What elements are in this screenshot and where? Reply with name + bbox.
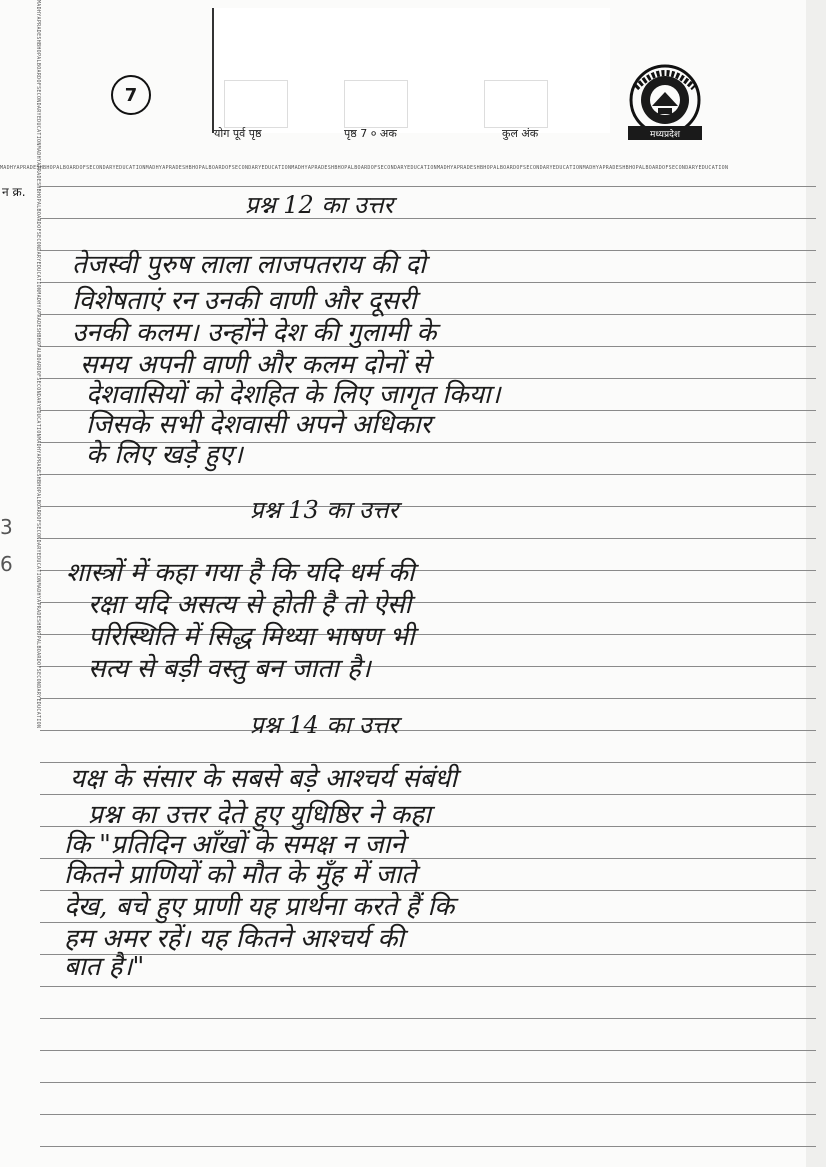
previous-total-label: योग पूर्व पृष्ठ (214, 127, 262, 140)
answer-line: समय अपनी वाणी और कलम दोनों से (80, 350, 430, 380)
page-marks-label: पृष्ठ 7 ० अक (344, 127, 397, 140)
answer-14-heading: प्रश्न 14 का उत्तर (250, 711, 399, 739)
edge-mark: 3 (0, 515, 13, 539)
board-seal-logo (622, 62, 708, 144)
ruled-line (40, 1082, 816, 1083)
ruled-line (40, 986, 816, 987)
answer-line: कितने प्राणियों को मौत के मुँह में जाते (64, 860, 417, 890)
answer-line: रक्षा यदि असत्य से होती है तो ऐसी (88, 590, 412, 620)
ruled-line (40, 1146, 816, 1147)
ruled-line (40, 506, 816, 507)
answer-line: यक्ष के संसार के सबसे बड़े आश्चर्य संबंधी (70, 764, 458, 794)
ruled-line (40, 186, 816, 187)
answer-line: के लिए खड़े हुए। (86, 440, 243, 470)
security-strip-horizontal: MADHYAPRADESHBHOPALBOARDOFSECONDARYEDUCATIONMADHYAPRADESHBHOPALBOARDOFSECONDARYEDUCATIONMADHYAPRADESHBHOPALBOARDOFSECONDARYEDUCATIONMADHYAPRADESHBHOPALBOARDOFSECONDARYEDUCATIONMADHYAPRADESHBHOPALBOARDOFSECONDARYEDUCATION (0, 165, 729, 171)
answer-line: देख, बचे हुए प्राणी यह प्रार्थना करते हैं कि (64, 892, 455, 922)
ruled-line (40, 954, 816, 955)
answer-line: हम अमर रहें। यह कितने आश्चर्य की (64, 924, 405, 954)
ruled-line (40, 698, 816, 699)
answer-line: शास्त्रों में कहा गया है कि यदि धर्म की (66, 558, 415, 588)
answer-line: उनकी कलम। उन्होंने देश की गुलामी के (72, 318, 437, 348)
ruled-line (40, 1050, 816, 1051)
page-edge-shadow (806, 0, 826, 1167)
edge-mark: 6 (0, 552, 13, 576)
answer-line: देशवासियों को देशहित के लिए जागृत किया। (86, 380, 501, 410)
ruled-line (40, 762, 816, 763)
ruled-line (40, 890, 816, 891)
answer-line: परिस्थिति में सिद्ध मिथ्या भाषण भी (88, 622, 415, 652)
page-number: 7 (124, 84, 138, 106)
marks-table-area (212, 8, 610, 133)
marks-box (484, 80, 548, 128)
security-strip-vertical: MADHYAPRADESHBHOPALBOARDOFSECONDARYEDUCATIONMADHYAPRADESHBHOPALBOARDOFSECONDARYEDUCATIONMADHYAPRADESHBHOPALBOARDOFSECONDARYEDUCATIONMADHYAPRADESHBHOPALBOARDOFSECONDARYEDUCATIONMADHYAPRADESHBHOPALBOARDOFSECONDARYEDUCATION (35, 0, 41, 729)
ruled-line (40, 1018, 816, 1019)
ruled-line (40, 730, 816, 731)
ruled-line (40, 922, 816, 923)
ruled-line (40, 1114, 816, 1115)
answer-13-heading: प्रश्न 13 का उत्तर (250, 496, 399, 524)
answer-12-heading: प्रश्न 12 का उत्तर (245, 191, 394, 219)
answer-line: कि "प्रतिदिन आँखों के समक्ष न जाने (64, 830, 405, 860)
answer-line: सत्य से बड़ी वस्तु बन जाता है। (88, 654, 371, 684)
answer-line: तेजस्वी पुरुष लाला लाजपतराय की दो (72, 250, 426, 280)
answer-line: प्रश्न का उत्तर देते हुए युधिष्ठिर ने कहा (88, 800, 431, 830)
marks-box (224, 80, 288, 128)
answer-line: विशेषताएं रन उनकी वाणी और दूसरी (72, 286, 417, 316)
ruled-line (40, 218, 816, 219)
page-number-circle (111, 75, 151, 115)
seal-footer-text: मध्यप्रदेश (649, 130, 681, 140)
total-marks-label: कुल अंक (502, 127, 539, 140)
answer-line: जिसके सभी देशवासी अपने अधिकार (86, 410, 432, 440)
ruled-line (40, 538, 816, 539)
answer-line: बात है।" (64, 952, 145, 982)
serial-number-label: न क्र. (2, 185, 26, 199)
marks-box (344, 80, 408, 128)
ruled-line (40, 474, 816, 475)
ruled-line (40, 282, 816, 283)
ruled-line (40, 794, 816, 795)
